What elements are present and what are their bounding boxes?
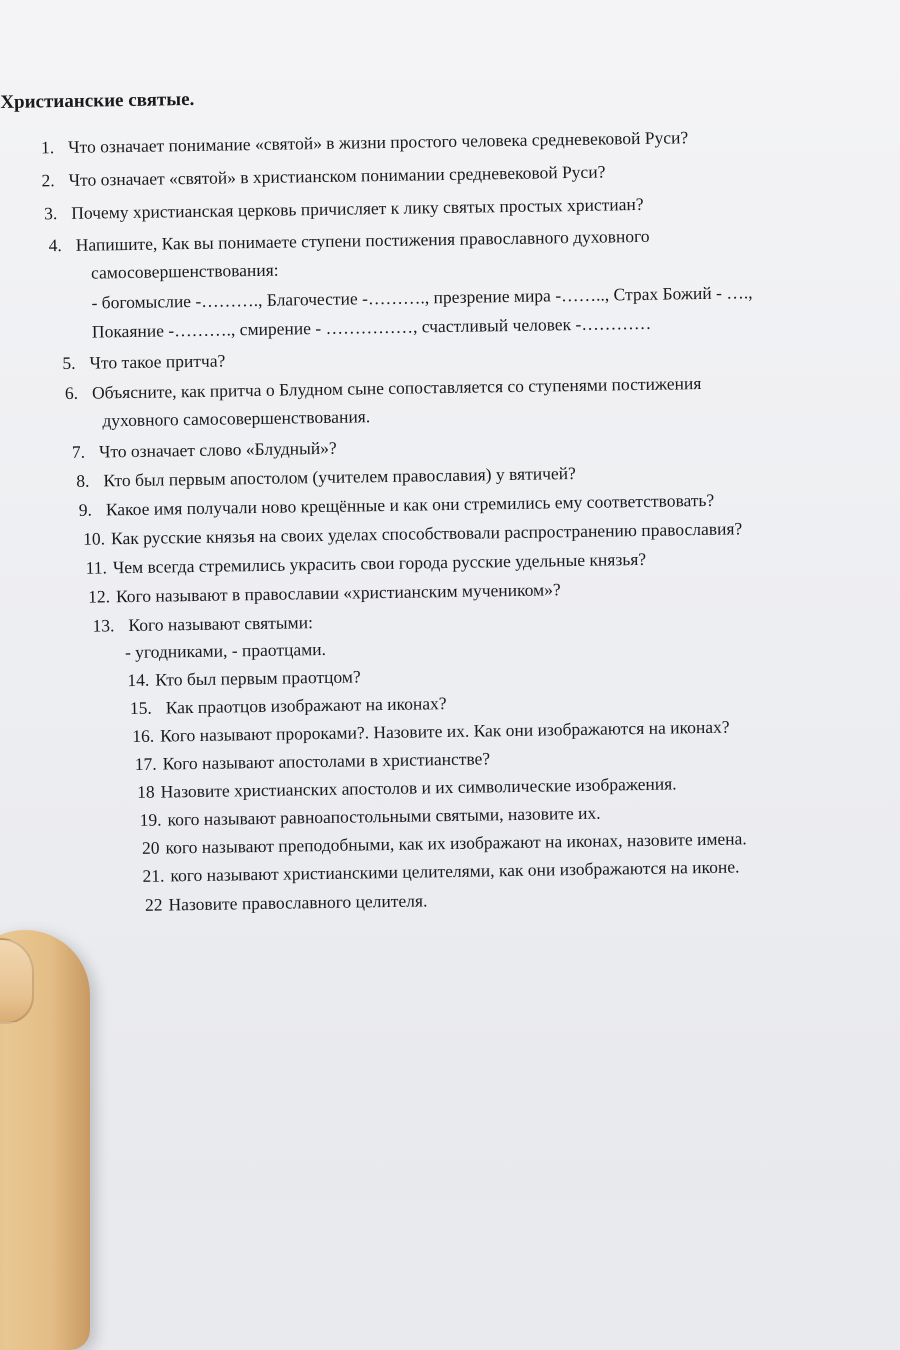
question-15	[130, 691, 447, 721]
question-14	[127, 664, 361, 693]
question-number: 15.	[129, 697, 152, 719]
question-number: 2.	[41, 170, 55, 191]
question-number: 19.	[139, 809, 162, 830]
question-text: Назовите христианских апостолов и их символические изображения.	[160, 773, 677, 802]
question-text: Кого называют пророками?. Назовите их. Как они изображаются на иконах?	[160, 716, 730, 746]
question-number: 20	[141, 837, 160, 858]
question-text: кого называют равноапостольными святыми, назовите их.	[167, 802, 601, 830]
question-text: Назовите православного целителя.	[168, 890, 428, 915]
question-number: 11.	[85, 557, 108, 578]
question-4-stages-line-1: - богомыслие -………., Благочестие -………., презрение мира -…….., Страх Божий - ….,	[91, 282, 753, 313]
question-number: 6.	[64, 382, 79, 404]
question-text: кого называют преподобными, как их изображают на иконах, назовите имена.	[165, 828, 747, 858]
thumbnail-nail	[0, 938, 34, 1024]
question-5	[62, 348, 225, 376]
question-text: кого называют христианскими целителями, как они изображаются на иконе.	[170, 856, 740, 886]
question-number: 17.	[134, 753, 157, 774]
question-number: 9.	[78, 499, 93, 520]
question-text: Объясните, как притча о Блудном сыне сопоставляется со ступенями постижения	[91, 373, 702, 403]
question-number: 13.	[92, 615, 115, 636]
question-number: 12.	[87, 586, 111, 607]
document-body	[0, 66, 900, 915]
question-number: 7.	[71, 441, 86, 462]
question-text: Какое имя получали ново крещённые и как они стремились ему соответствовать?	[105, 489, 715, 520]
question-13-continuation: - угодниками, - праотцами.	[124, 638, 327, 663]
question-3	[44, 192, 644, 226]
question-number: 21.	[142, 865, 165, 886]
question-number: 18	[137, 781, 155, 802]
document-title: Христианские святые.	[0, 88, 195, 113]
question-17	[135, 746, 491, 777]
question-text: Кого называют святыми:	[128, 612, 314, 636]
question-19	[139, 801, 600, 833]
question-13	[92, 610, 313, 638]
question-16	[132, 715, 730, 749]
question-22	[145, 888, 428, 917]
question-8	[76, 461, 576, 494]
question-11	[85, 547, 646, 581]
question-4-continuation: самосовершенствования:	[90, 259, 279, 283]
question-number: 4.	[48, 235, 62, 256]
question-text: Почему христианская церковь причисляет к лику святых простых христиан?	[71, 193, 644, 223]
question-text: Напишите, Как вы понимаете ступени постижения православного духовного	[75, 225, 650, 255]
question-4	[48, 224, 649, 258]
question-12	[88, 577, 561, 609]
question-text: Кого называют апостолами в христианстве?	[162, 748, 491, 774]
question-1	[41, 125, 688, 160]
question-text: Как праотцов изображают на иконах?	[165, 693, 447, 718]
question-4-stages-line-2: Покаяние -………., смирение - ……………, счастливый человек -…………	[91, 312, 652, 342]
question-text: Что означает понимание «святой» в жизни простого человека средневековой Руси?	[68, 127, 689, 157]
question-2	[41, 160, 605, 194]
question-7	[72, 436, 337, 465]
question-number: 8.	[76, 470, 90, 491]
question-text: Кто был первым апостолом (учителем православия) у вятичей?	[103, 463, 576, 491]
question-number: 1.	[40, 137, 55, 158]
question-text: Что означает «святой» в христианском понимании средневековой Руси?	[68, 161, 606, 190]
question-6	[65, 371, 702, 406]
question-text: Кто был первым праотцом?	[155, 666, 361, 690]
question-number: 22	[144, 894, 163, 915]
question-text: Что означает слово «Блудный»?	[98, 437, 337, 462]
question-number: 16.	[132, 725, 155, 747]
question-text: Чем всегда стремились украсить свои города русские удельные князья?	[112, 548, 647, 578]
thumb-finger	[0, 930, 90, 1350]
question-21	[142, 854, 739, 888]
question-text: Что такое притча?	[89, 350, 226, 373]
question-number: 14.	[127, 669, 150, 691]
question-number: 10.	[83, 528, 106, 549]
question-text: Кого называют в православии «христианским мучеником»?	[115, 579, 561, 607]
question-6-continuation: духовного самосовершенствования.	[102, 406, 371, 431]
question-text: Как русские князья на своих уделах способствовали распространению православия?	[110, 518, 743, 549]
question-number: 5.	[62, 352, 76, 374]
question-number: 3.	[43, 203, 58, 224]
